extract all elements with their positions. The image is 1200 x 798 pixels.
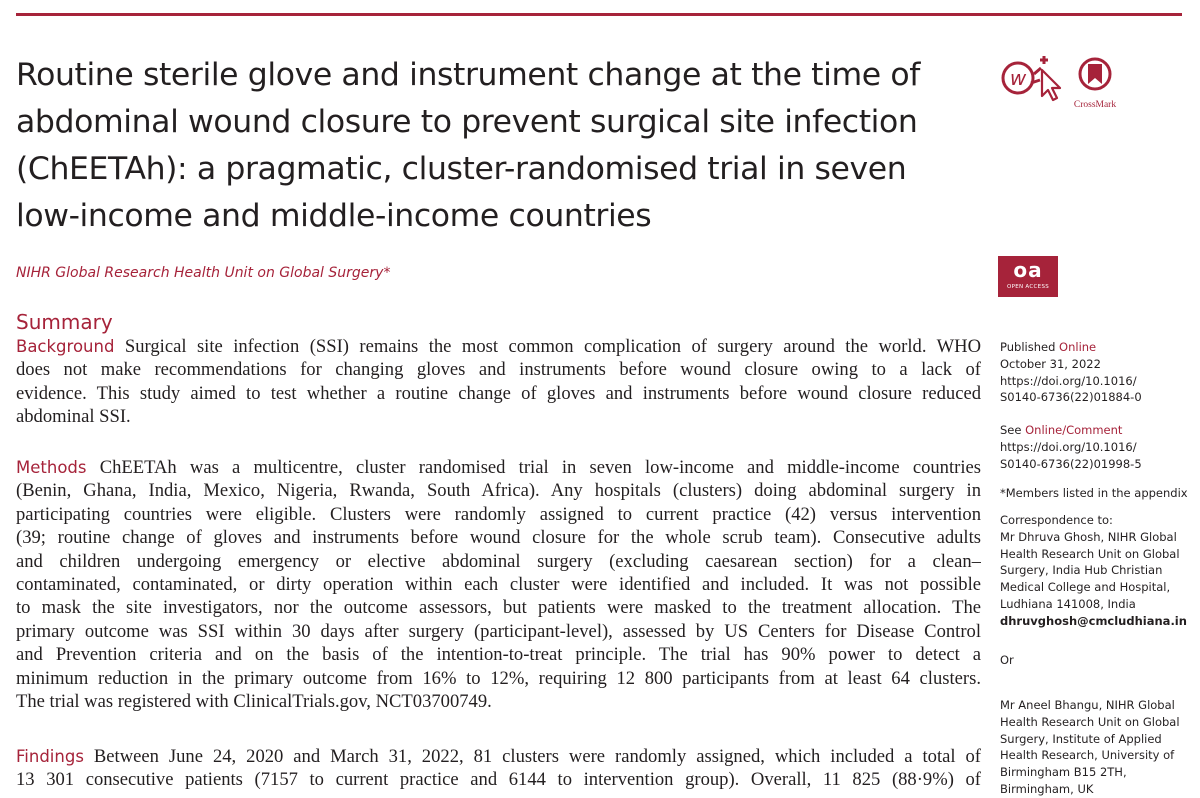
text-line: (39; routine change of gloves and instruments before wound closure for the whole scrub team). Consecutive adults [16,527,981,549]
text-line: participating countries were eligible. Clusters were randomly assigned to current practice (42) versus intervention [16,503,981,525]
oa-badge-subtext: OPEN ACCESS [1006,284,1050,290]
corr-line: Surgery, India Hub Christian [1000,563,1163,578]
author-byline: NIHR Global Research Health Unit on Global Surgery* [16,265,391,281]
published-line: Published Online [1000,340,1097,354]
published-date: October 31, 2022 [1000,356,1101,371]
section-label-background: Background [16,337,115,356]
text-line: to mask the site investigators, nor the outcome assessors, but patients were masked to the treatment allocation. The [16,597,981,619]
text-line: and Prevention criteria and on the basis of the intention-to-treat principle. The trial has 90% power to detect a [16,644,981,666]
doi-link-2-cont[interactable]: S0140-6736(22)01998-5 [1000,456,1142,471]
sidebar-or [1000,652,1190,669]
corr-line: Birmingham B15 2TH, [1000,765,1127,780]
doi-link-1-cont[interactable]: S0140-6736(22)01884-0 [1000,390,1142,405]
text-line: The trial was registered with ClinicalTrials.gov, NCT03700749. [16,691,492,713]
svg-text:w: w [1009,66,1027,90]
doi-link-1[interactable]: https://doi.org/10.1016/ [1000,373,1137,388]
corr-line: Health Research Unit on Global [1000,546,1180,561]
corr-line: Birmingham, UK [1000,781,1094,796]
methods-section [16,456,981,713]
text-line: evidence. This study aimed to test whether a routine change of gloves and instruments before wound closure reduced [16,382,981,404]
text-line: (Benin, Ghana, India, Mexico, Nigeria, Rwanda, South Africa). Any hospitals (clusters) doing abdominal surgery in [16,480,981,502]
sidebar-correspondence-2 [1000,697,1190,798]
correspondence-label: Correspondence to: [1000,513,1113,527]
summary-heading: Summary [16,310,113,334]
corr-line: Medical College and Hospital, [1000,580,1171,595]
text-line: 13 301 consecutive patients (7157 to current practice and 6144 to intervention group). Overall, 11 825 (88·9%) of [16,769,981,791]
open-access-badge [998,256,1058,297]
text-line: Findings Between June 24, 2020 and March 31, 2022, 81 clusters were randomly assigned, which included a total of [16,746,981,767]
header-icons [998,50,1128,112]
section-label-methods: Methods [16,458,87,477]
corr-line: Ludhiana 141008, India [1000,596,1136,611]
see-line: See Online/Comment [1000,423,1123,437]
or-label: Or [1000,653,1014,667]
text-line: primary outcome was SSI within 30 days after surgery (participant-level), assessed by US Centers for Disease Control [16,620,981,642]
title-line: abdominal wound closure to prevent surgical site infection [16,104,918,140]
text-line: contaminated, contaminated, or dirty operation within each cluster were identified and included. It was not possible [16,574,981,596]
text-line: abdominal SSI. [16,406,131,428]
online-comment-link[interactable]: Online/Comment [1025,423,1123,437]
oa-badge-text: oa [1013,258,1043,282]
sidebar-correspondence [1000,512,1190,630]
members-note: *Members listed in the appendix [1000,486,1188,500]
corr-line: Health Research, University of [1000,748,1175,763]
article-title [16,52,981,240]
top-rule [16,13,1182,16]
crossmark-icon[interactable] [1074,59,1116,110]
corr-line: Surgery, Institute of Applied [1000,731,1162,746]
findings-section [16,745,981,792]
sidebar-members-note [1000,485,1190,502]
section-label-findings: Findings [16,747,84,766]
crossmark-label: CrossMark [1073,100,1117,110]
background-section [16,335,981,429]
click-icon[interactable] [1003,56,1060,100]
corr-email[interactable]: dhruvghosh@cmcludhiana.in [1000,613,1187,628]
text-line: and children undergoing emergency or elective abdominal surgery (excluding caesarean section) for a clean– [16,550,981,572]
text-line: Methods ChEETAh was a multicentre, cluster randomised trial in seven low-income and middle-income countries [16,457,981,478]
corr-line: Health Research Unit on Global [1000,714,1180,729]
doi-link-2[interactable]: https://doi.org/10.1016/ [1000,439,1137,454]
title-line: low-income and middle-income countries [16,198,652,234]
sidebar-published [1000,339,1190,406]
text-line: does not make recommendations for changing gloves and instruments before wound closure owing to a lack of [16,359,981,381]
corr-line: Mr Dhruva Ghosh, NIHR Global [1000,529,1177,544]
title-line: (ChEETAh): a pragmatic, cluster-randomised trial in seven [16,151,907,187]
text-line: minimum reduction in the primary outcome from 16% to 12%, requiring 12 800 participants from at least 64 clusters. [16,667,981,689]
text-line: Background Surgical site infection (SSI) remains the most common complication of surgery around the world. WHO [16,336,981,357]
sidebar-see-comment [1000,422,1190,472]
title-line: Routine sterile glove and instrument change at the time of [16,57,920,93]
corr-line: Mr Aneel Bhangu, NIHR Global [1000,698,1175,712]
